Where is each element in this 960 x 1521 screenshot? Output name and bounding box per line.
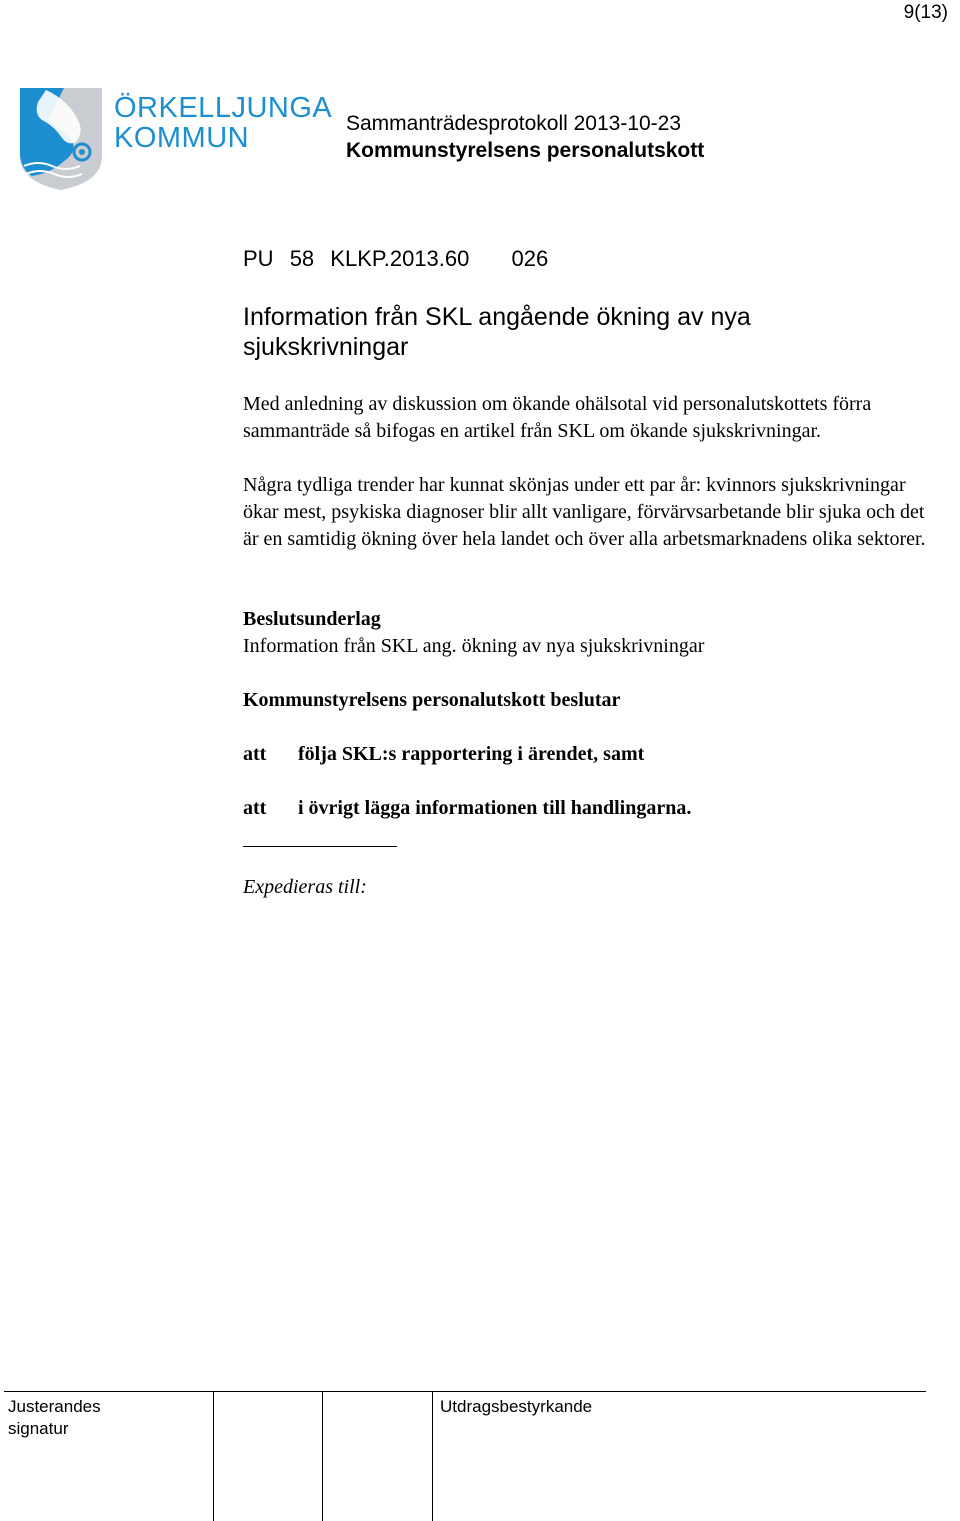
- trends-paragraph: Några tydliga trender har kunnat skönjas under ett par år: kvinnors sjukskrivningar ökar mest, psykiska diagnoser blir allt vanligare, förvärvsarbetande blir sjuka och det är en samtidig ökning över hela landet och över alla arbetsmarknadens olika sektorer.: [243, 474, 926, 550]
- committee-name: Kommunstyrelsens personalutskott: [346, 139, 705, 162]
- signature-box-divider: [432, 1391, 433, 1521]
- divider: [243, 846, 397, 847]
- decision-item: [243, 795, 691, 822]
- logo-text-line1: ÖRKELLJUNGA: [114, 92, 333, 124]
- signature-label: Justerandes signatur: [8, 1397, 101, 1438]
- footer-signature-table: [0, 1390, 960, 1520]
- decision-text: i övrigt lägga informationen till handlingarna.: [298, 797, 692, 819]
- basis-heading: Beslutsunderlag: [243, 608, 381, 630]
- footer-divider: [4, 1391, 926, 1392]
- decision-prefix: att: [243, 743, 267, 765]
- municipality-logo: [18, 86, 333, 192]
- signature-box-divider: [322, 1391, 323, 1521]
- case-number: 58: [289, 246, 315, 271]
- case-item-number: 026: [511, 246, 549, 271]
- protocol-title: Sammanträdesprotokoll 2013-10-23: [346, 112, 682, 135]
- distribution-label: Expedieras till:: [243, 876, 367, 898]
- decision-prefix: att: [243, 797, 267, 819]
- case-code: PU: [243, 246, 274, 271]
- logo-text-line2: KOMMUN: [114, 122, 250, 154]
- signature-box-divider: [213, 1391, 214, 1521]
- decision-heading: Kommunstyrelsens personalutskott beslutar: [243, 689, 621, 711]
- case-reference: [243, 246, 558, 272]
- basis-text: Information från SKL ang. ökning av nya sjukskrivningar: [243, 635, 705, 657]
- intro-paragraph: Med anledning av diskussion om ökande ohälsotal vid personalutskottets förra sammanträde så bifogas en artikel från SKL om ökande sjukskrivningar.: [243, 393, 872, 442]
- decision-item: [243, 741, 644, 768]
- municipality-crest-icon: [18, 86, 104, 192]
- extract-certification-label: Utdragsbestyrkande: [440, 1397, 593, 1416]
- decision-text: följa SKL:s rapportering i ärendet, samt: [298, 743, 645, 765]
- section-heading: Information från SKL angående ökning av nya sjukskrivningar: [243, 303, 751, 361]
- page-number: 9(13): [903, 2, 948, 23]
- case-reference-number: KLKP.2013.60: [330, 246, 470, 271]
